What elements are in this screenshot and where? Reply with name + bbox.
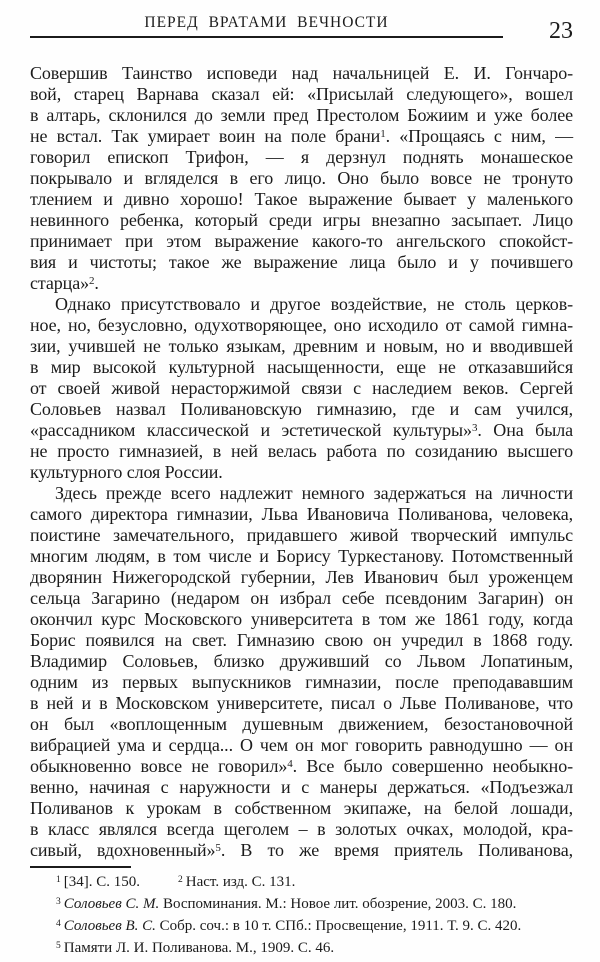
footnote-number: 5 (56, 940, 61, 951)
body-line: он был «воплощенным душевным движением, безостановочной (30, 714, 573, 734)
body-line: «рассадником классической и эстетической культуры»$^3$. Она была (30, 420, 573, 440)
body-line: сивый, вдохновенный»$^5$. В то же время приятель Поливанова, (30, 840, 573, 860)
footnote-item: $^3$ Соловьев С. М. Воспоминания. М.: Новое лит. обозрение, 2003. С. 180. (56, 896, 517, 912)
body-line: принимает при этом выражение какого-то ангельского спокойст- (30, 231, 573, 251)
body-line: вой, старец Варнава сказал ей: «Присылай следующего», вошел (30, 84, 573, 104)
body-line: ное, но, безусловно, одухотворяющее, оно исходило от самой гимна- (30, 315, 573, 335)
paragraph (30, 294, 573, 483)
footnote-number: 1 (56, 874, 61, 885)
body-line: одним из первых выпускников гимназии, после преподававшим (30, 672, 573, 692)
body-line: поистине замечательного, придавшего живой творческий импульс (30, 525, 573, 545)
body-line: вибрацией ума и сердца... О чем он мог говорить равнодушно — он (30, 735, 573, 755)
body-line: венно, начиная с наружности и с манеры держаться. «Подъезжал (30, 777, 573, 797)
body-line: Соловьев назвал Поливановскую гимназию, где и сам учился, (30, 399, 573, 419)
body-text (30, 63, 573, 861)
footnote-list (30, 871, 573, 959)
body-line: от своей живой нерасторжимой связи с наследием веков. Сергей (30, 378, 573, 398)
body-line: самого директора гимназии, Льва Ивановича Поливанова, человека, (30, 504, 573, 524)
body-line: говорил епископ Трифон, — я дерзнул поднять монашеское (30, 147, 573, 167)
body-line: старца»$^2$. (30, 273, 99, 293)
footnote-item: $^2$ Наст. изд. С. 131. (178, 874, 296, 890)
footnotes-section (30, 866, 573, 959)
body-line: Борис появился на свет. Гимназию свою он учредил в 1868 году. (30, 630, 573, 650)
body-line: Однако присутствовало и другое воздействие, не столь церков- (55, 294, 573, 314)
footnote-author: Соловьев С. М. (63, 896, 160, 912)
footnote-item: $^5$ Памяти Л. И. Поливанова. М., 1909. С. 46. (56, 940, 335, 956)
page-number: 23 (549, 18, 573, 44)
body-line: в ней и в Московском университете, писал о Льве Поливанове, что (30, 693, 573, 713)
body-line: обыкновенно вовсе не говорил»$^4$. Все было совершенно необыкно- (30, 756, 573, 776)
running-title-block (30, 14, 503, 38)
body-line: в мир высокой культурной насыщенности, еще не отказавшийся (30, 357, 573, 377)
body-line: в класс являлся всегда щеголем – в золотых очках, молодой, кра- (30, 819, 573, 839)
body-line: не встал. Так умирает воин на поле брани$^1$. «Прощаясь с ним, — (30, 126, 573, 146)
footnote-ref: 1 (380, 128, 386, 141)
footnote-separator-rule (30, 866, 131, 868)
footnote-row (30, 915, 573, 937)
paragraph (30, 63, 573, 294)
footnote-row (30, 871, 573, 893)
footnote-author: Соловьев В. С. (63, 918, 156, 934)
body-line: Здесь прежде всего надлежит немного задержаться на личности (55, 483, 573, 503)
body-line: дворянин Нижегородской губернии, Лев Иванович был уроженцем (30, 567, 573, 587)
body-line: Владимир Соловьев, близко друживший со Львом Лопатиным, (30, 651, 573, 671)
body-line: Поливанов к урокам в собственном экипаже, на белой лошади, (30, 798, 573, 818)
body-line: зии, учившей не только языкам, древним и новым, но и вводившей (30, 336, 573, 356)
body-line: покрывало и вгляделся в его лицо. Оно было вовсе не тронуто (30, 168, 573, 188)
footnote-ref: 2 (89, 275, 95, 288)
footnote-ref: 3 (471, 422, 478, 435)
body-line: тлением и дивно хорошо! Такое выражение бывает у маленького (30, 189, 573, 209)
footnote-ref: 5 (215, 842, 221, 855)
footnote-number: 2 (178, 874, 183, 885)
footnote-number: 4 (56, 918, 61, 929)
running-title: ПЕРЕД ВРАТАМИ ВЕЧНОСТИ (144, 14, 389, 31)
footnote-row (30, 893, 573, 915)
page-header (30, 14, 573, 44)
footnote-item: $^1$ [34]. С. 150. (56, 874, 140, 890)
body-line: Совершив Таинство исповеди над начальницей Е. И. Гончаро- (30, 63, 573, 83)
footnote-row (30, 937, 573, 959)
footnote-item: $^4$ Соловьев В. С. Собр. соч.: в 10 т. СПб.: Просвещение, 1911. Т. 9. С. 420. (56, 918, 522, 934)
body-line: многим людям, в том числе и Борису Туркестанову. Потомственный (30, 546, 573, 566)
paragraph (30, 483, 573, 861)
body-line: окончил курс Московского университета в том же 1861 году, когда (30, 609, 573, 629)
body-line: невинного ребенка, который среди игры внезапно засыпает. Лицо (30, 210, 573, 230)
body-line: не просто гимназией, в ней велась работа по созиданию высшего (30, 441, 573, 461)
body-line: сельца Загарино (недаром он избрал себе псевдоним Загарин) он (30, 588, 573, 608)
footnote-number: 3 (56, 896, 61, 907)
body-line: в алтарь, склонился до земли пред Престолом Божиим и уже более (30, 105, 573, 125)
body-line: вия и чистоты; такое же выражение лица было и у почившего (30, 252, 573, 272)
footnote-ref: 4 (287, 758, 293, 771)
body-line: культурного слоя России. (30, 462, 223, 482)
